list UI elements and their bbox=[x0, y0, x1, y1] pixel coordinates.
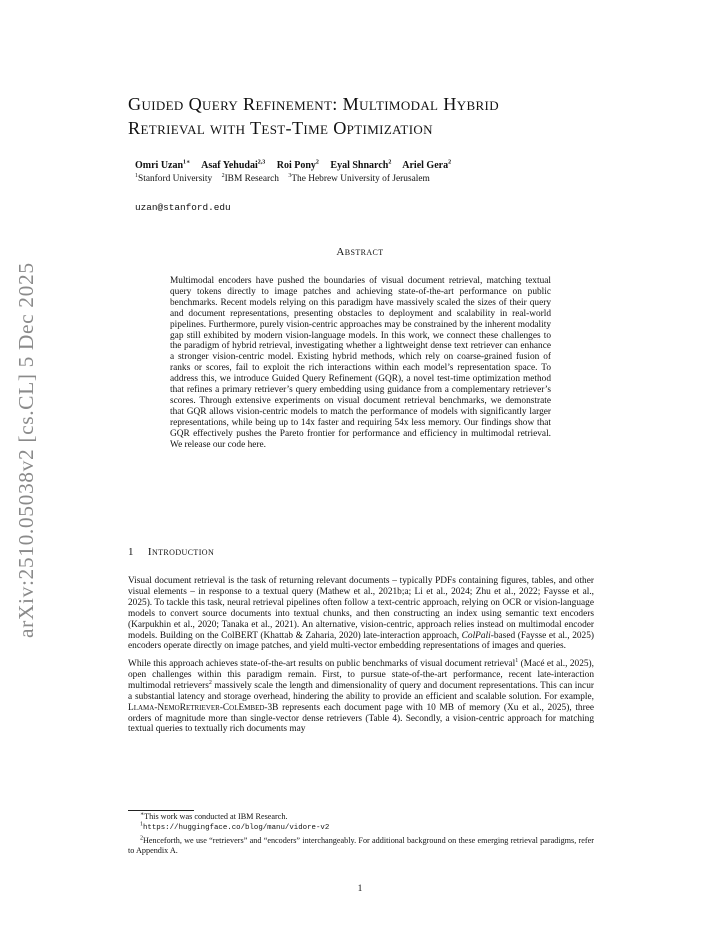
footnote-url[interactable]: https://huggingface.co/blog/manu/vidore-v2 bbox=[143, 824, 330, 832]
abstract-text: Multimodal encoders have pushed the boundaries of visual document retrieval, matching textual query tokens directly to image patches and achieving state-of-the-art performance on public benchmarks. Recent models relying on this paradigm have massively scaled the sizes of their query and document representations, presenting obstacles to deployment and scalability in real-world pipelines. Furthermore, purely vision-centric approaches may be constrained by the inherent modality gap still exhibited by modern vision-language models. In this work, we connect these challenges to the paradigm of hybrid retrieval, investigating whether a lightweight dense text retriever can enhance a stronger vision-centric model. Existing hybrid methods, which rely on coarse-grained fusion of ranks or scores, fail to exploit the rich interactions within each model’s representation space. To address this, we introduce Guided Query Refinement (GQR), a novel test-time optimization method that refines a primary retriever’s query embedding using guidance from a complementary retriever’s scores. Through extensive experiments on visual document retrieval benchmarks, we demonstrate that GQR allows vision-centric models to match the performance of models with significantly larger representations, while being up to 14x faster and requiring 54x less memory. Our findings show that GQR effectively pushes the Pareto frontier for performance and efficiency in multimodal retrieval. We release our code here. bbox=[170, 276, 551, 450]
footnote-2: $^2$Henceforth, we use “retrievers” and “encoders” interchangeably. For additional background on these emerging retrieval paradigms, refer to Appendix A. bbox=[128, 835, 594, 855]
section-heading-introduction bbox=[128, 546, 214, 558]
intro-paragraph-1: Visual document retrieval is the task of returning relevant documents – typically PDFs containing figures, tables, and other visual elements – in response to a textual query (Mathew et al., 2021b;a; Li et al., 2024; Zhu et al., 2022; Faysse et al., 2025). To tackle this task, neural retrieval pipelines often follow a text-centric approach, relying on OCR or vision-language models to convert source documents into textual chunks, and then constructing an index using semantic text encoders (Karpukhin et al., 2020; Tanaka et al., 2021). An alternative, vision-centric, approach relies instead on multimodal encoder models. Building on the ColBERT (Khattab & Zaharia, 2020) late-interaction approach, ColPali-based (Faysse et al., 2025) encoders operate directly on image patches, and yield multi-vector embedding representations of images and queries. bbox=[128, 576, 594, 652]
section-number: 1 bbox=[128, 546, 134, 558]
abstract-heading: Abstract bbox=[336, 246, 384, 258]
title-line-1: Guided Query Refinement: Multimodal Hybrid bbox=[128, 94, 499, 114]
author-list bbox=[135, 160, 605, 171]
footnote-ref-2[interactable]: 2 bbox=[208, 679, 212, 686]
title-line-2: Retrieval with Test-Time Optimization bbox=[128, 118, 433, 138]
affiliation: $^1$Stanford University bbox=[135, 172, 213, 184]
model-name: Llama-NemoRetriever-ColEmbed-3B bbox=[128, 702, 279, 713]
author: Asaf Yehudai$^{2,3}$ bbox=[201, 159, 266, 171]
footnote-ref-1[interactable]: 1 bbox=[515, 657, 519, 664]
footnote-1[interactable]: $^1$https://huggingface.co/blog/manu/vidore-v2 bbox=[140, 821, 330, 832]
author: Omri Uzan$^{1∗}$ bbox=[135, 159, 191, 171]
author-email[interactable]: uzan@stanford.edu bbox=[135, 202, 231, 213]
affiliation-list bbox=[135, 174, 437, 184]
author: Eyal Shnarch$^2$ bbox=[330, 159, 392, 171]
colpali-term: ColPali bbox=[461, 630, 491, 641]
paper-title bbox=[128, 92, 628, 140]
intro-paragraph-2: While this approach achieves state-of-the-art results on public benchmarks of visual document retrieval$^1$ (Macé et al., 2025), open challenges within this paradigm remain. First, to pursue state-of-the-art performance, recent late-interaction multimodal retrievers$^2$ massively scale the length and dimensionality of query and document representations. This can incur a substantial latency and storage overhead, hindering the ability to provide an efficient and scalable solution. For example, Llama-NemoRetriever-ColEmbed-3B represents each document page with 10 MB of memory (Xu et al., 2025), three orders of magnitude more than single-vector dense retrievers (Table 4). Secondly, a vision-centric approach for matching textual queries to textually rich documents may bbox=[128, 657, 595, 735]
footnote-rule bbox=[128, 810, 194, 811]
section-title: Introduction bbox=[147, 546, 215, 558]
arxiv-stamp: arXiv:2510.05038v2 [cs.CL] 5 Dec 2025 bbox=[14, 262, 38, 638]
author: Ariel Gera$^2$ bbox=[402, 159, 452, 171]
footnote-star: ∗This work was conducted at IBM Research. bbox=[140, 811, 288, 821]
author: Roi Pony$^2$ bbox=[276, 159, 319, 171]
page-number: 1 bbox=[357, 884, 363, 894]
affiliation: $^2$IBM Research bbox=[221, 172, 279, 184]
affiliation: $^3$The Hebrew University of Jerusalem bbox=[288, 172, 430, 184]
